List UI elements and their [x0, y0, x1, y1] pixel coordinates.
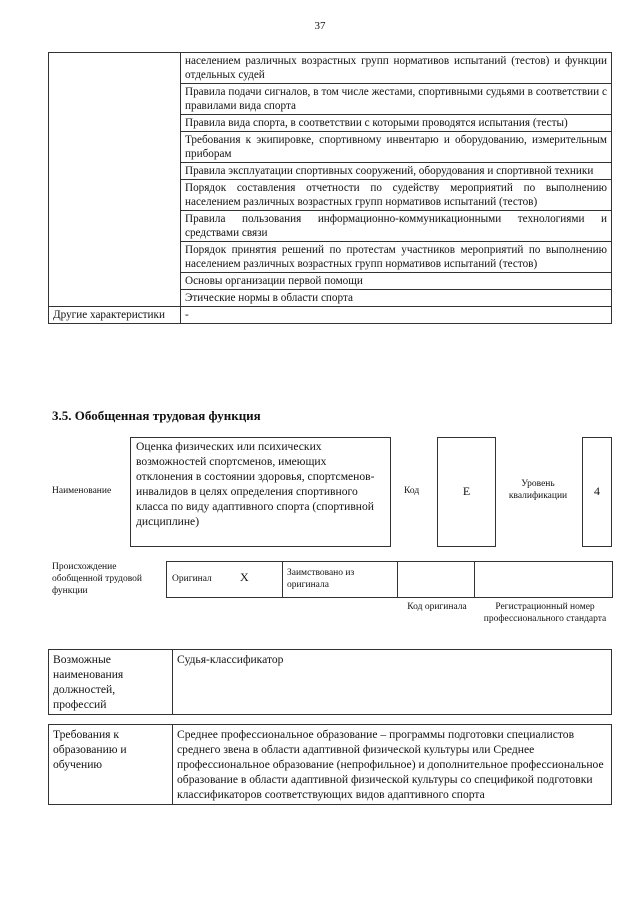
name-label: Наименование	[52, 486, 112, 496]
origin-label: Происхождение обобщенной трудовой функции	[52, 562, 142, 596]
knowledge-item: Правила подачи сигналов, в том числе жестами, спортивными судьями в соответствии с правилами вида спорта	[181, 84, 612, 115]
education-label: Требования к образованию и обучению	[49, 725, 173, 805]
positions-table	[48, 649, 612, 715]
divider	[474, 561, 475, 598]
code-original-caption: Код оригинала	[407, 602, 467, 612]
knowledge-item: населением различных возрастных групп нормативов испытаний (тестов) и функции отдельных судей	[181, 53, 612, 84]
code-label: Код	[404, 486, 420, 496]
knowledge-item: Этические нормы в области спорта	[181, 290, 612, 307]
original-mark: X	[240, 570, 249, 584]
function-name: Оценка физических или психических возможностей спортсменов, имеющих отклонения в состоянии здоровья, спортсменов-инвалидов в целях определения спортивного класса по виду адаптивного спорта (спортивной дисциплине)	[130, 437, 391, 547]
other-characteristics-value: -	[181, 307, 612, 324]
table-row	[49, 650, 612, 715]
knowledge-item: Требования к экипировке, спортивному инвентарю и оборудованию, измерительным приборам	[181, 132, 612, 163]
level-value: 4	[582, 437, 612, 547]
code-value: E	[437, 437, 496, 547]
other-characteristics-label: Другие характеристики	[49, 307, 181, 324]
education-table	[48, 724, 612, 805]
knowledge-item: Правила вида спорта, в соответствии с которыми проводятся испытания (тесты)	[181, 115, 612, 132]
divider	[397, 561, 398, 598]
education-value: Среднее профессиональное образование – программы подготовки специалистов среднего звена в области адаптивной физической культуры или Среднее профессиональное образование (непрофильное) и дополнительное профессиональное образование в области адаптивной физической культуры со спецификой подготовки классификаторов соответствующих видов адаптивного спорта	[173, 725, 612, 805]
positions-label: Возможные наименования должностей, профессий	[49, 650, 173, 715]
knowledge-item: Основы организации первой помощи	[181, 273, 612, 290]
table-row	[49, 307, 612, 324]
knowledge-item: Порядок составления отчетности по судейству мероприятий по выполнению населением различных возрастных групп нормативов испытаний (тестов)	[181, 180, 612, 211]
level-label: Уровень квалификации	[508, 479, 568, 501]
original-label: Оригинал	[172, 574, 212, 584]
borrowed-label: Заимствовано из оригинала	[287, 568, 355, 590]
knowledge-item: Правила пользования информационно-коммуникационными технологиями и средствами связи	[181, 211, 612, 242]
label-cell-empty	[49, 53, 181, 307]
knowledge-item: Правила эксплуатации спортивных сооружений, оборудования и спортивной техники	[181, 163, 612, 180]
divider	[282, 561, 283, 598]
table-row	[49, 53, 612, 84]
positions-value: Судья-классификатор	[173, 650, 612, 715]
table-row	[49, 725, 612, 805]
section-title: 3.5. Обобщенная трудовая функция	[52, 408, 261, 423]
knowledge-item: Порядок принятия решений по протестам участников мероприятий по выполнению населением различных возрастных групп нормативов испытаний (тестов)	[181, 242, 612, 273]
page-number: 37	[314, 20, 326, 32]
knowledge-table	[48, 52, 612, 324]
registration-number-caption: Регистрационный номер профессионального стандарта	[483, 602, 607, 624]
